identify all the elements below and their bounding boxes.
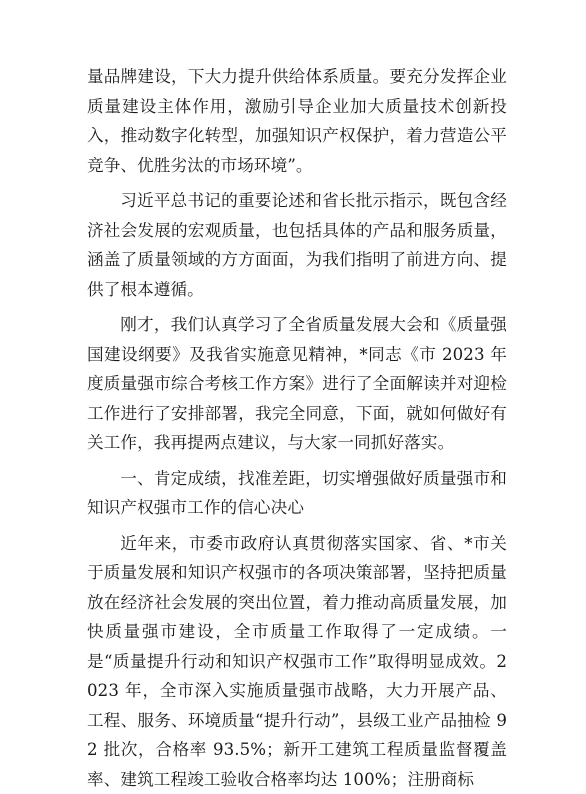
paragraph-4: 近年来，市委市政府认真贯彻落实国家、省、*市关于质量发展和知识产权强市的各项决策部署，坚持把质量放在经济社会发展的突出位置，着力推动高质量发展，加快质量强市建设，全市质量工作取得了一定成绩。一是“质量提升行动和知识产权强市工作”取得明显成效。2023 年，全市深入实施质量强市战略，大力开展产品、工程、服务、环境质量“提升行动”，县级工业产品抽检 92 批次，合格率 93.5%；新开工建筑工程质量监督覆盖率、建筑工程竣工验收合格率均达 100%；注册商标: [87, 529, 507, 794]
paragraph-2: 习近平总书记的重要论述和省长批示指示，既包含经济社会发展的宏观质量，也包括具体的产品和服务质量，涵盖了质量领域的方方面面，为我们指明了前进方向、提供了根本遵循。: [87, 186, 507, 304]
section-heading-1: 一、肯定成绩，找准差距，切实增强做好质量强市和知识产权强市工作的信心决心: [87, 464, 507, 523]
document-page: [87, 62, 507, 794]
paragraph-1: 量品牌建设，下大力提升供给体系质量。要充分发挥企业质量建设主体作用，激励引导企业加大质量技术创新投入，推动数字化转型，加强知识产权保护，着力营造公平竞争、优胜劣汰的市场环境”。: [87, 62, 507, 180]
paragraph-3: 刚才，我们认真学习了全省质量发展大会和《质量强国建设纲要》及我省实施意见精神，*同志《市 2023 年度质量强市综合考核工作方案》进行了全面解读并对迎检工作进行了安排部署，我完全同意，下面，就如何做好有关工作，我再提两点建议，与大家一同抓好落实。: [87, 310, 507, 458]
